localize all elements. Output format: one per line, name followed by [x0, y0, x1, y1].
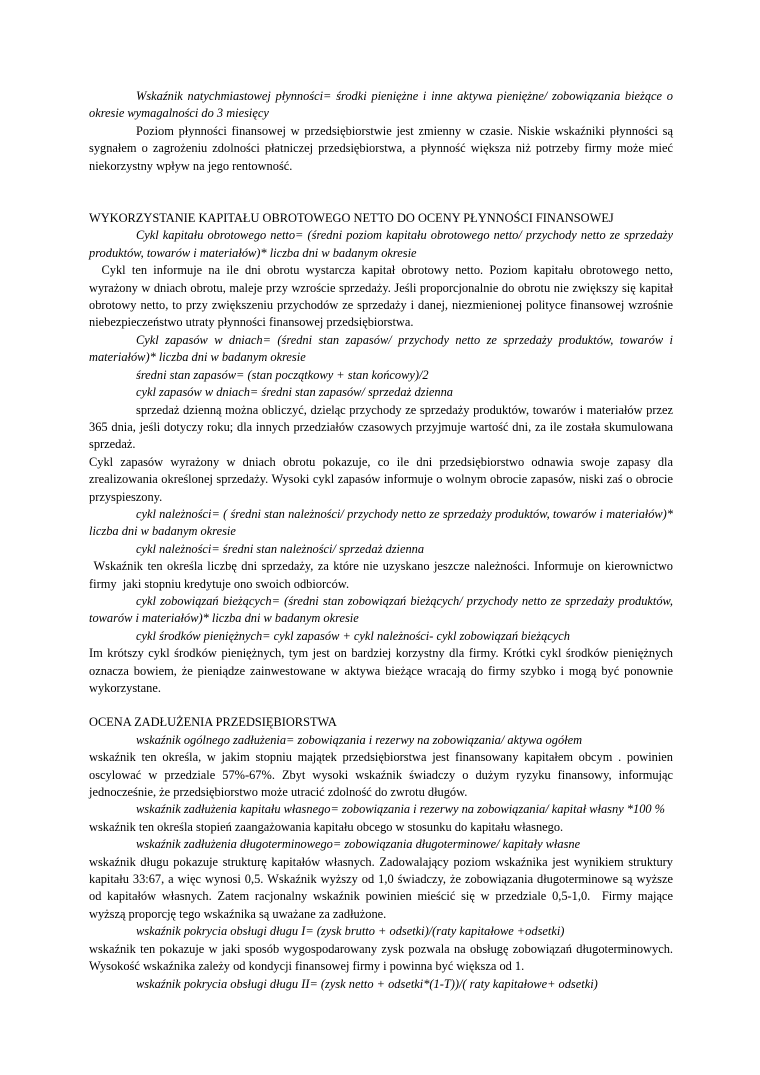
debt-coverage-paragraph: wskaźnik ten pokazuje w jaki sposób wygospodarowany zysk pozwala na obsługę zobowiązań długoterminowych. Wysokość wskaźnika zależy od kondycji finansowej firmy i powinna być większa od 1. — [89, 941, 673, 974]
formula-receivables-cycle: cykl należności= ( średni stan należności/ przychody netto ze sprzedaży produktów, towarów i materiałów)* liczba dni w badanym okresie — [89, 506, 673, 539]
formula-working-capital-cycle: Cykl kapitału obrotowego netto= (średni poziom kapitału obrotowego netto/ przychody netto ze sprzedaży produktów, towarów i materiałów)* liczba dni w badanym okresie — [89, 228, 673, 260]
formula-long-term-debt: wskaźnik zadłużenia długoterminowego= zobowiązania długoterminowe/ kapitały własne — [136, 837, 581, 852]
section-heading-working-capital: WYKORZYSTANIE KAPITAŁU OBROTOWEGO NETTO DO OCENY PŁYNNOŚCI FINANSOWEJ — [89, 211, 614, 226]
liquidity-paragraph: Poziom płynności finansowej w przedsiębiorstwie jest zmienny w czasie. Niskie wskaźniki płynności są sygnałem o zagrożeniu zdolności płatniczej przedsiębiorstwa, a płynność większa niż potrzeby firmy może mieć niekorzystny wpływ na jego rentowność. — [89, 123, 673, 173]
total-debt-paragraph: wskaźnik ten określa, w jakim stopniu majątek przedsiębiorstwa jest finansowany kapitałem obcym . powinien oscylować w przedziale 57%-67%. Zbyt wysoki wskaźnik świadczy o dużym ryzyku finansowy, informując jednocześnie, że przedsiębiorstwo może utracić zdolność do zwrotu długów. — [89, 750, 673, 800]
equity-debt-paragraph: wskaźnik ten określa stopień zaangażowania kapitału obcego w stosunku do kapitału własnego. — [89, 819, 564, 834]
formula-average-inventory: średni stan zapasów= (stan początkowy + stan końcowy)/2 — [136, 367, 429, 382]
long-term-debt-paragraph: wskaźnik długu pokazuje strukturę kapitałów własnych. Zadowalający poziom wskaźnika jest wynikiem struktury kapitału 33:67, a więc wynosi 0,5. Wskaźnik wyższy od 1,0 świadczy, że zobowiązania długoterminowe są wyższe od kapitałów własnych. Zatem racjonalny wskaźnik powinien mieścić się w przedziale 0,5-1,0. Firmy mające wyższą proporcję tego wskaźnika są uważane za zadłużone. — [89, 854, 677, 921]
cash-cycle-paragraph: Im krótszy cykl środków pieniężnych, tym jest on bardziej korzystny dla firmy. Krótki cykl środków pieniężnych oznacza bowiem, że pieniądze zainwestowane w aktywa bieżące wracają do firmy szybko i mogą być ponownie wykorzystane. — [89, 646, 673, 695]
formula-equity-debt: wskaźnik zadłużenia kapitału własnego= zobowiązania i rezerwy na zobowiązania/ kapitał własny *100 % — [136, 802, 665, 817]
formula-total-debt: wskaźnik ogólnego zadłużenia= zobowiązania i rezerwy na zobowiązania/ aktywa ogółem — [136, 732, 583, 747]
section-heading-debt: OCENA ZADŁUŻENIA PRZEDSIĘBIORSTWA — [89, 715, 337, 730]
formula-receivables-cycle-daily: cykl należności= średni stan należności/ sprzedaż dzienna — [136, 541, 425, 556]
daily-sales-paragraph: sprzedaż dzienną można obliczyć, dzieląc przychody ze sprzedaży produktów, towarów i materiałów przez 365 dnia, jeśli dotyczy roku; dla innych przedziałów czasowych przyjmuje wartość dni, za ile została skumulowana sprzedaż. — [89, 402, 673, 452]
inventory-cycle-paragraph: Cykl zapasów wyrażony w dniach obrotu pokazuje, co ile dni przedsiębiorstwo odnawia swoje zapasy dla zrealizowania określonej sprzedaży. Wysoki cykl zapasów informuje o wolnym obrocie zapasów, niski zaś o obrocie przyspieszony. — [89, 454, 673, 504]
formula-cash-cycle: cykl środków pieniężnych= cykl zapasów + cykl należności- cykl zobowiązań bieżących — [136, 628, 570, 643]
formula-immediate-liquidity: Wskaźnik natychmiastowej płynności= środki pieniężne i inne aktywa pieniężne/ zobowiązania bieżące o okresie wymagalności do 3 miesięcy — [89, 89, 673, 121]
working-capital-paragraph: Cykl ten informuje na ile dni obrotu wystarcza kapitał obrotowy netto. Poziom kapitału obrotowego netto, wyrażony w dniach obrotu, maleje przy wzroście sprzedaży. Jeśli proporcjonalnie do obrotu nie zwiększy się kapitał obrotowy netto, to przy zwiększeniu przychodów ze sprzedaży i danej, niezmienionej polityce finansowej wzrośnie niebezpieczeństwo utraty płynności finansowej przedsiębiorstwa. — [89, 263, 677, 330]
document-page — [89, 88, 677, 993]
formula-inventory-cycle: Cykl zapasów w dniach= (średni stan zapasów/ przychody netto ze sprzedaży produktów, towarów i materiałów)* liczba dni w badanym okresie — [89, 332, 673, 365]
formula-debt-coverage-1: wskaźnik pokrycia obsługi długu I= (zysk brutto + odsetki)/(raty kapitałowe +odsetki) — [136, 924, 565, 939]
receivables-paragraph: Wskaźnik ten określa liczbę dni sprzedaży, za które nie uzyskano jeszcze należności. Informuje on kierownictwo firmy jaki stopniu kredytuje ono swoich odbiorców. — [89, 559, 677, 591]
formula-inventory-cycle-daily: cykl zapasów w dniach= średni stan zapasów/ sprzedaż dzienna — [136, 385, 453, 400]
formula-payables-cycle: cykl zobowiązań bieżących= (średni stan zobowiązań bieżących/ przychody netto ze sprzedaży produktów, towarów i materiałów)* liczba dni w badanym okresie — [89, 593, 673, 626]
formula-debt-coverage-2: wskaźnik pokrycia obsługi długu II= (zysk netto + odsetki*(1-T))/( raty kapitałowe+ odsetki) — [136, 976, 598, 991]
